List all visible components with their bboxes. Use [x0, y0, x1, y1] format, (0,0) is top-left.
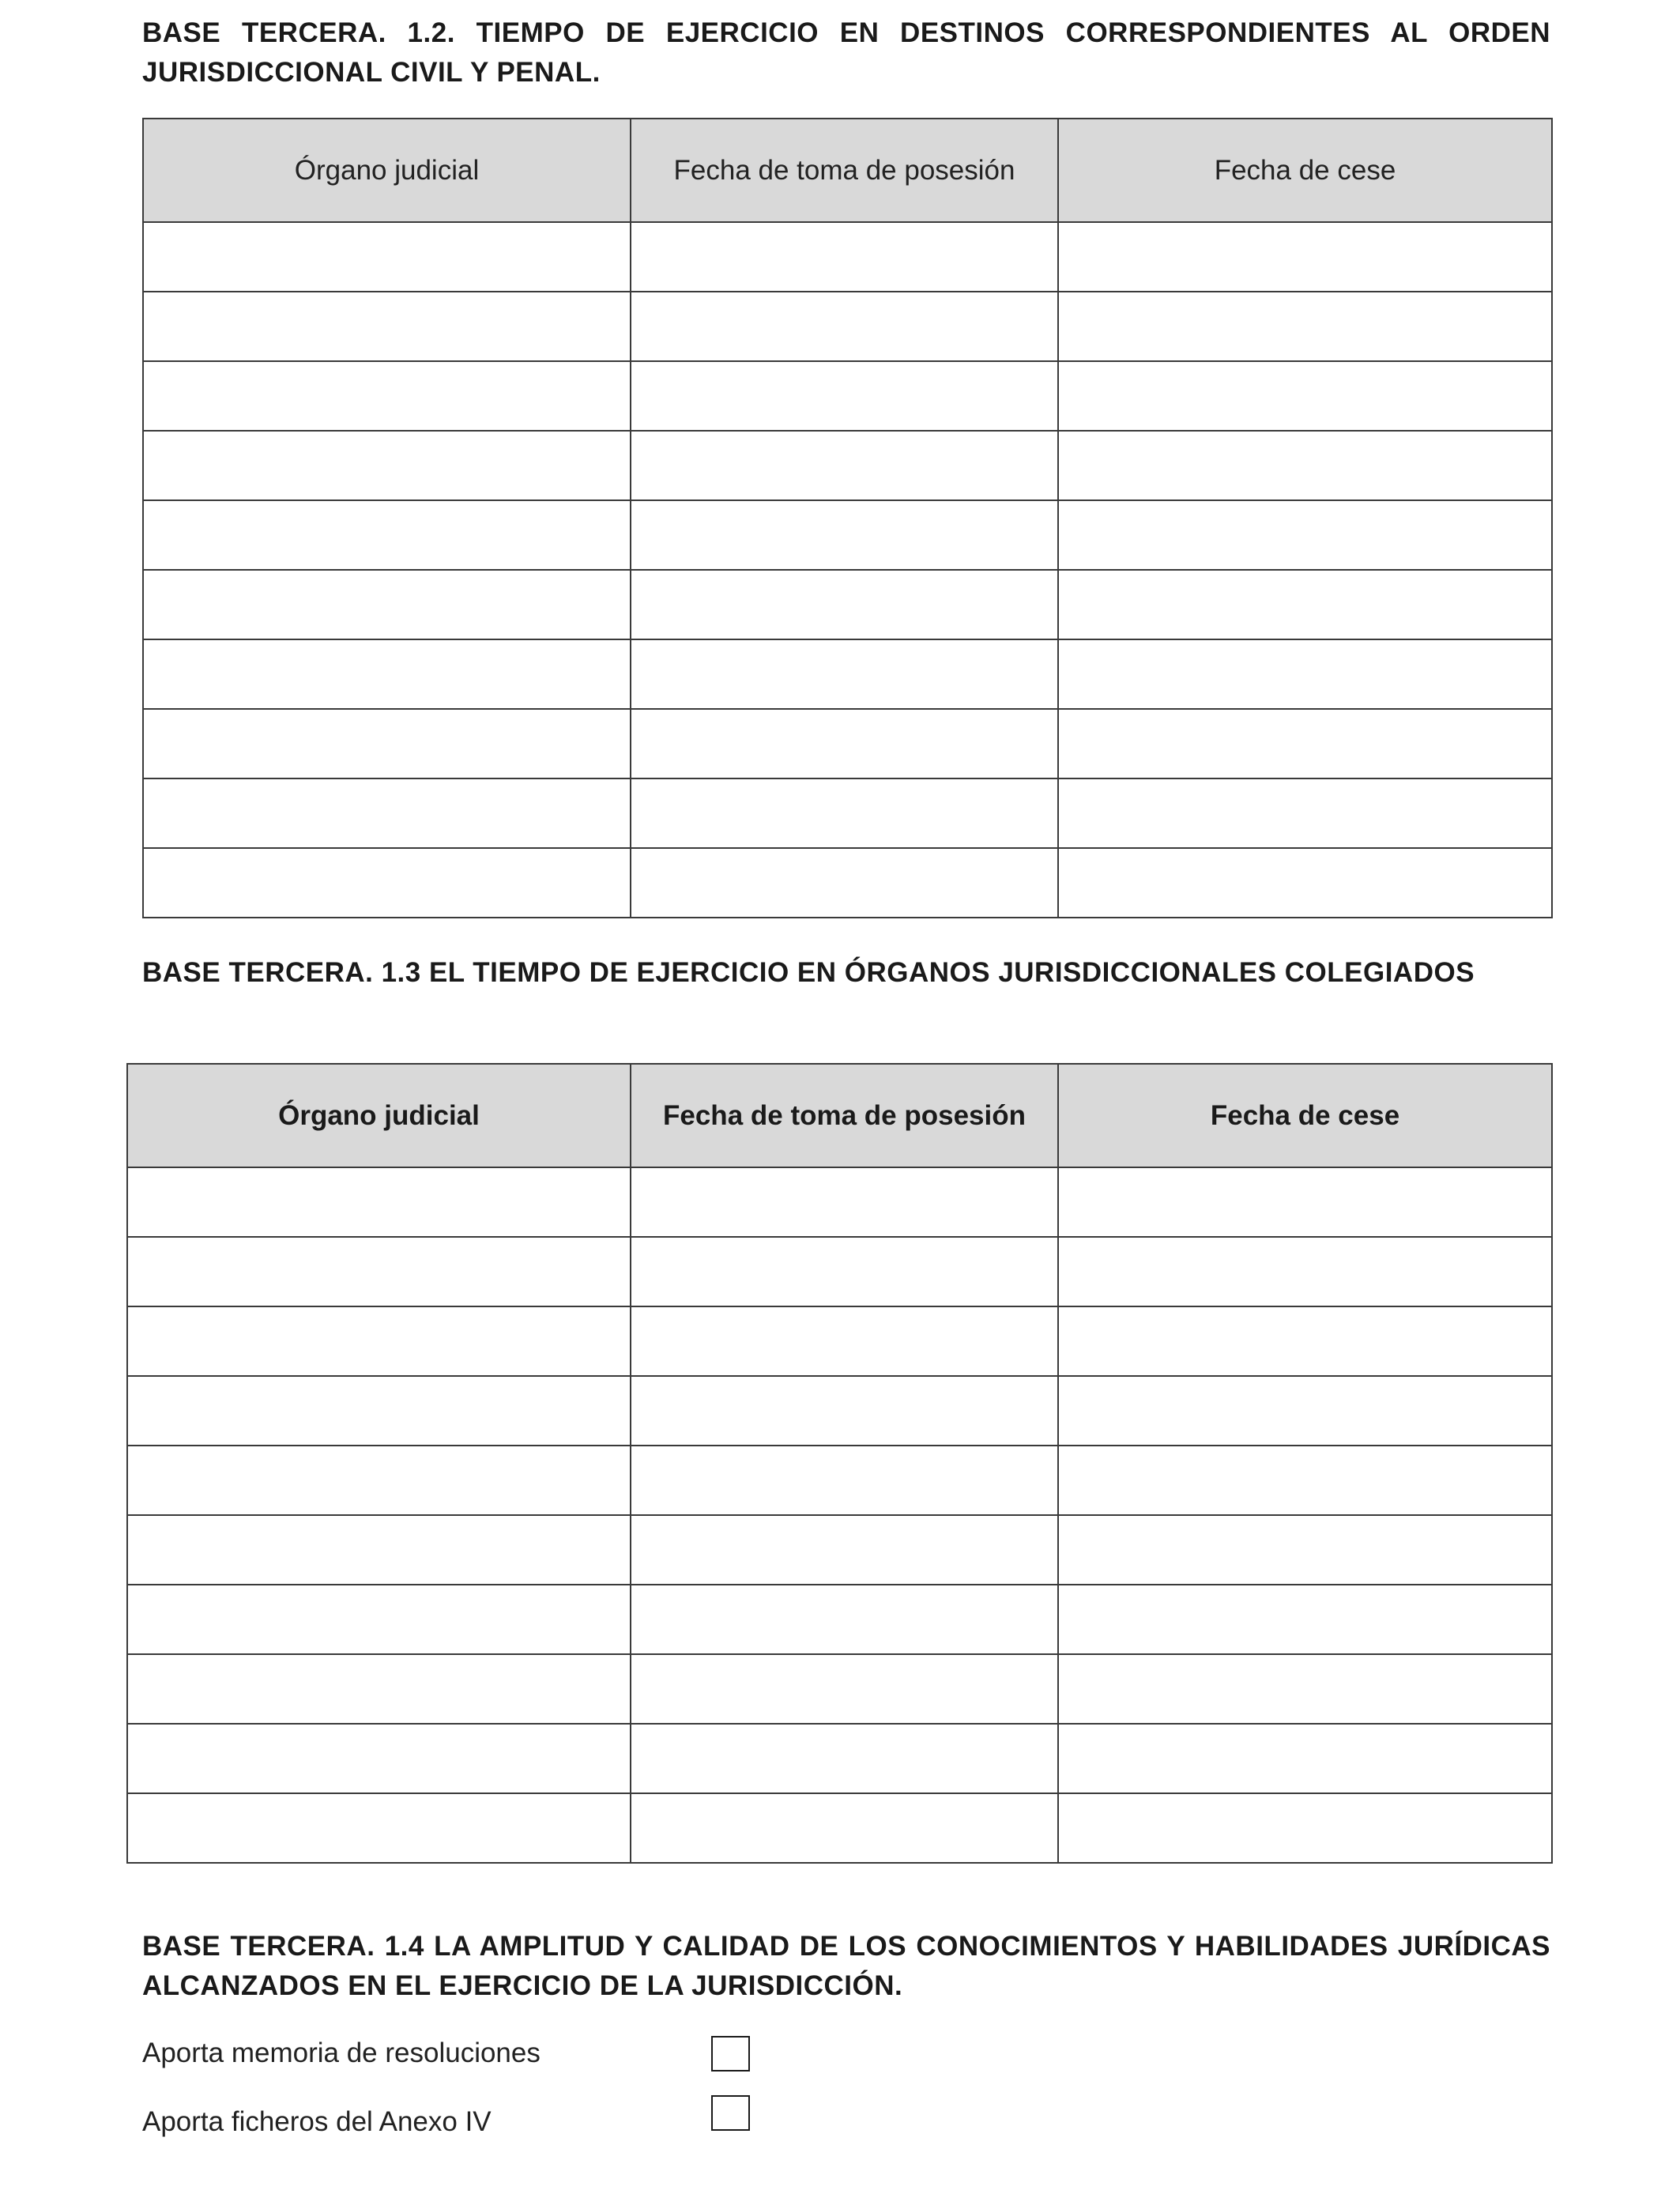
col-organo-judicial: Órgano judicial: [127, 1064, 631, 1167]
organo-judicial-cell[interactable]: [127, 1237, 631, 1306]
fecha-cese-cell[interactable]: [1058, 1167, 1552, 1237]
organo-judicial-cell[interactable]: [127, 1515, 631, 1585]
fecha-cese-cell[interactable]: [1058, 848, 1552, 918]
organo-judicial-cell[interactable]: [143, 570, 631, 639]
fecha-cese-cell[interactable]: [1058, 1793, 1552, 1863]
fecha-toma-posesion-cell[interactable]: [631, 1515, 1058, 1585]
fecha-cese-cell[interactable]: [1058, 361, 1552, 431]
table-row: [143, 222, 1552, 292]
organo-judicial-cell[interactable]: [143, 778, 631, 848]
fecha-toma-posesion-cell[interactable]: [631, 639, 1058, 709]
col-organo-judicial: Órgano judicial: [143, 119, 631, 222]
table-row: [127, 1446, 1552, 1515]
fecha-cese-cell[interactable]: [1058, 1376, 1552, 1446]
fecha-toma-posesion-cell[interactable]: [631, 361, 1058, 431]
organo-judicial-cell[interactable]: [127, 1376, 631, 1446]
organo-judicial-cell[interactable]: [127, 1446, 631, 1515]
fecha-toma-posesion-cell[interactable]: [631, 1376, 1058, 1446]
organo-judicial-cell[interactable]: [127, 1793, 631, 1863]
table-row: [143, 361, 1552, 431]
section-1-3-heading: BASE TERCERA. 1.3 EL TIEMPO DE EJERCICIO EN ÓRGANOS JURISDICCIONALES COLEGIADOS: [142, 957, 1475, 988]
table-1-2: [142, 118, 1553, 918]
check-row-anexo-iv: [142, 2102, 853, 2142]
fecha-toma-posesion-cell[interactable]: [631, 1167, 1058, 1237]
organo-judicial-cell[interactable]: [143, 639, 631, 709]
fecha-toma-posesion-cell[interactable]: [631, 709, 1058, 778]
fecha-cese-cell[interactable]: [1058, 292, 1552, 361]
table-row: [127, 1167, 1552, 1237]
memoria-resoluciones-label: Aporta memoria de resoluciones: [142, 2038, 541, 2068]
check-row-memoria: [142, 2034, 853, 2073]
section-1-4-heading: BASE TERCERA. 1.4 LA AMPLITUD Y CALIDAD DE LOS CONOCIMIENTOS Y HABILIDADES JURÍDICAS ALCANZADOS EN EL EJERCICIO DE LA JURISDICCIÓN.: [142, 1931, 1550, 2001]
organo-judicial-cell[interactable]: [127, 1306, 631, 1376]
organo-judicial-cell[interactable]: [143, 848, 631, 918]
table-row: [143, 292, 1552, 361]
fecha-cese-cell[interactable]: [1058, 431, 1552, 500]
fecha-cese-cell[interactable]: [1058, 1237, 1552, 1306]
col-fecha-toma-posesion: Fecha de toma de posesión: [631, 1064, 1058, 1167]
table-row: [127, 1376, 1552, 1446]
organo-judicial-cell[interactable]: [127, 1654, 631, 1724]
fecha-toma-posesion-cell[interactable]: [631, 500, 1058, 570]
fecha-cese-cell[interactable]: [1058, 1306, 1552, 1376]
table-row: [143, 848, 1552, 918]
organo-judicial-cell[interactable]: [143, 500, 631, 570]
fecha-toma-posesion-cell[interactable]: [631, 431, 1058, 500]
fecha-cese-cell[interactable]: [1058, 639, 1552, 709]
fecha-toma-posesion-cell[interactable]: [631, 1306, 1058, 1376]
fecha-cese-cell[interactable]: [1058, 1446, 1552, 1515]
fecha-toma-posesion-cell[interactable]: [631, 1585, 1058, 1654]
table-row: [143, 570, 1552, 639]
organo-judicial-cell[interactable]: [127, 1585, 631, 1654]
table-row: [143, 431, 1552, 500]
table-row: [127, 1724, 1552, 1793]
fecha-cese-cell[interactable]: [1058, 500, 1552, 570]
fecha-cese-cell[interactable]: [1058, 1585, 1552, 1654]
col-fecha-cese: Fecha de cese: [1058, 1064, 1552, 1167]
table-1-2-header-row: [143, 119, 1552, 222]
organo-judicial-cell[interactable]: [143, 222, 631, 292]
table-row: [127, 1237, 1552, 1306]
section-1-2-heading: BASE TERCERA. 1.2. TIEMPO DE EJERCICIO EN DESTINOS CORRESPONDIENTES AL ORDEN JURISDICCIONAL CIVIL Y PENAL.: [142, 17, 1550, 88]
fecha-toma-posesion-cell[interactable]: [631, 1654, 1058, 1724]
col-fecha-cese: Fecha de cese: [1058, 119, 1552, 222]
fecha-toma-posesion-cell[interactable]: [631, 570, 1058, 639]
table-1-3-header-row: [127, 1064, 1552, 1167]
table-row: [143, 778, 1552, 848]
fecha-cese-cell[interactable]: [1058, 222, 1552, 292]
organo-judicial-cell[interactable]: [143, 709, 631, 778]
organo-judicial-cell[interactable]: [127, 1167, 631, 1237]
fecha-toma-posesion-cell[interactable]: [631, 1237, 1058, 1306]
fecha-toma-posesion-cell[interactable]: [631, 1724, 1058, 1793]
fecha-cese-cell[interactable]: [1058, 709, 1552, 778]
fecha-cese-cell[interactable]: [1058, 1654, 1552, 1724]
fecha-cese-cell[interactable]: [1058, 1515, 1552, 1585]
organo-judicial-cell[interactable]: [143, 292, 631, 361]
table-row: [127, 1515, 1552, 1585]
table-row: [143, 500, 1552, 570]
table-row: [143, 639, 1552, 709]
col-fecha-toma-posesion: Fecha de toma de posesión: [631, 119, 1058, 222]
organo-judicial-cell[interactable]: [143, 361, 631, 431]
table-row: [127, 1793, 1552, 1863]
table-row: [143, 709, 1552, 778]
table-1-3: [126, 1063, 1553, 1864]
organo-judicial-cell[interactable]: [143, 431, 631, 500]
fecha-cese-cell[interactable]: [1058, 570, 1552, 639]
ficheros-anexo-iv-checkbox[interactable]: [711, 2095, 750, 2131]
fecha-toma-posesion-cell[interactable]: [631, 1793, 1058, 1863]
memoria-resoluciones-checkbox[interactable]: [711, 2036, 750, 2071]
ficheros-anexo-iv-label: Aporta ficheros del Anexo IV: [142, 2106, 492, 2137]
fecha-cese-cell[interactable]: [1058, 778, 1552, 848]
fecha-toma-posesion-cell[interactable]: [631, 848, 1058, 918]
table-row: [127, 1306, 1552, 1376]
fecha-cese-cell[interactable]: [1058, 1724, 1552, 1793]
fecha-toma-posesion-cell[interactable]: [631, 778, 1058, 848]
fecha-toma-posesion-cell[interactable]: [631, 1446, 1058, 1515]
table-row: [127, 1585, 1552, 1654]
fecha-toma-posesion-cell[interactable]: [631, 222, 1058, 292]
organo-judicial-cell[interactable]: [127, 1724, 631, 1793]
fecha-toma-posesion-cell[interactable]: [631, 292, 1058, 361]
table-row: [127, 1654, 1552, 1724]
